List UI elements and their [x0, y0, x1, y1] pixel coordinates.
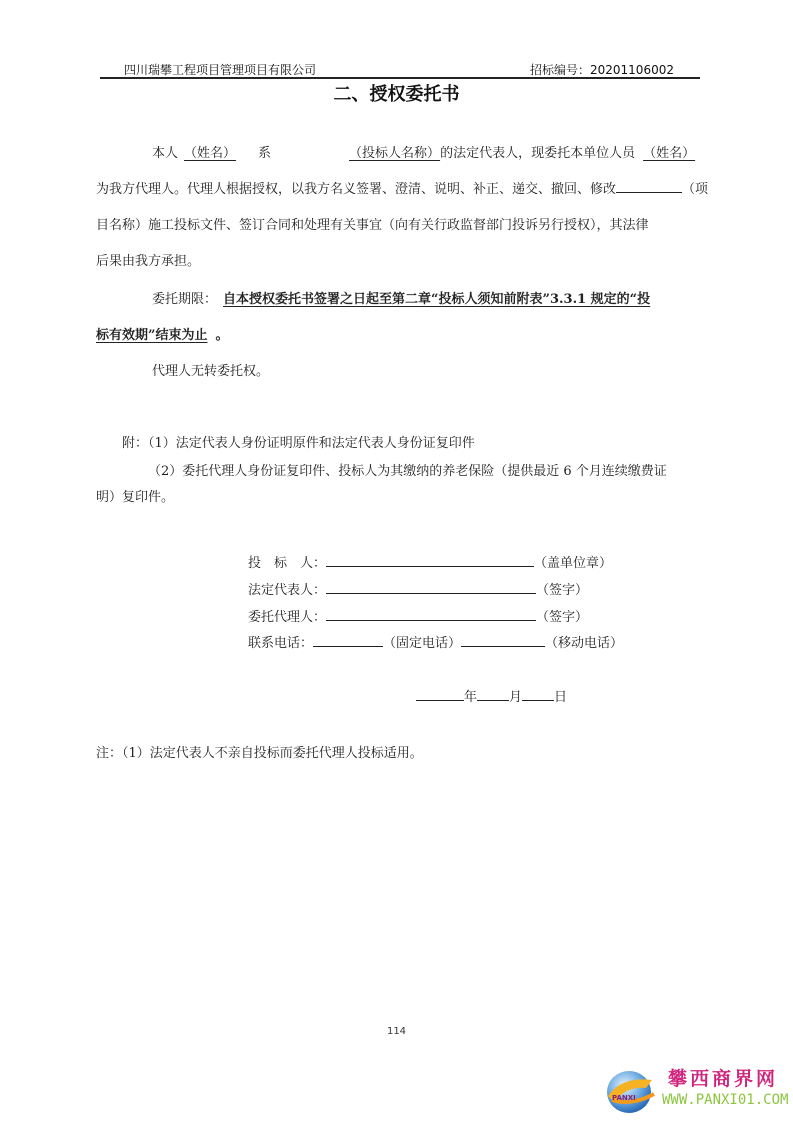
name-field-2: （姓名）	[643, 146, 696, 161]
year-blank	[416, 686, 464, 701]
no-transfer: 代理人无转委托权。	[152, 364, 270, 379]
text: 为我方代理人。代理人根据授权，以我方名义签署、澄清、说明、补正、递交、撤回、修改	[96, 182, 617, 197]
paragraph-2	[96, 178, 708, 197]
fixed-phone-note: （固定电话）	[383, 636, 462, 651]
term-text-1: 自本授权委托书签署之日起至第二章“投标人须知前附表”3.3.1 规定的“投	[223, 292, 651, 307]
text: 的法定代表人，现委托本单位人员	[440, 146, 636, 161]
legal-blank	[326, 579, 536, 594]
text: 本人	[152, 146, 179, 161]
mobile-phone-note: （移动电话）	[545, 636, 624, 651]
globe-text: PANXI	[612, 1094, 636, 1102]
bidder-label: 投 标 人：	[248, 556, 327, 571]
legal-note: （签字）	[536, 583, 589, 598]
month-label: 月	[509, 690, 523, 705]
text: （项	[682, 182, 709, 197]
term-text-2: 标有效期”结束为止	[96, 328, 208, 343]
date-row	[416, 686, 567, 705]
day-label: 日	[554, 690, 568, 705]
term-line-2	[96, 324, 229, 343]
attachment-2-cont: 明）复印件。	[96, 490, 175, 505]
project-blank	[616, 178, 682, 193]
legal-rep-signature-row	[248, 579, 588, 598]
legal-label: 法定代表人：	[248, 583, 327, 598]
paragraph-1	[152, 142, 695, 161]
agent-signature-row	[248, 606, 588, 625]
fixed-phone-blank	[313, 632, 383, 647]
name-field-1: （姓名）	[184, 146, 237, 161]
attachment-1: 附：（1）法定代表人身份证明原件和法定代表人身份证复印件	[122, 436, 475, 451]
mobile-phone-blank	[461, 632, 545, 647]
globe-icon	[602, 1066, 658, 1116]
attachment-2: （2）委托代理人身份证复印件、投标人为其缴纳的养老保险（提供最近 6 个月连续缴费证	[148, 464, 667, 479]
bidder-signature-row	[248, 552, 612, 571]
month-blank	[477, 686, 509, 701]
paragraph-4: 后果由我方承担。	[96, 254, 201, 269]
text: 。	[215, 328, 229, 343]
agent-note: （签字）	[536, 610, 589, 625]
header-divider	[100, 77, 700, 79]
watermark-logo	[598, 1062, 790, 1120]
bidder-field: （投标人名称）	[349, 146, 441, 161]
bidder-blank	[326, 552, 534, 567]
year-label: 年	[464, 690, 478, 705]
agent-label: 委托代理人：	[248, 610, 327, 625]
agent-blank	[326, 606, 536, 621]
header-bid-number: 招标编号：20201106002	[530, 63, 674, 77]
page-number: 114	[386, 1026, 407, 1037]
footnote: 注：（1）法定代表人不亲自投标而委托代理人投标适用。	[96, 746, 423, 761]
watermark-url: WWW.PANXI01.COM	[662, 1092, 789, 1108]
term-label: 委托期限：	[152, 292, 218, 307]
phone-row	[248, 632, 623, 651]
header-company: 四川瑞攀工程项目管理项目有限公司	[124, 63, 317, 77]
text: 系	[258, 146, 272, 161]
day-blank	[522, 686, 554, 701]
phone-label: 联系电话：	[248, 636, 314, 651]
document-title: 二、授权委托书	[333, 84, 460, 105]
term-line-1	[152, 288, 650, 307]
bidder-note: （盖单位章）	[534, 556, 613, 571]
watermark-name: 攀西商界网	[668, 1068, 779, 1090]
paragraph-3: 目名称）施工投标文件、签订合同和处理有关事宜（向有关行政监督部门投诉另行授权），其法律	[96, 218, 649, 233]
